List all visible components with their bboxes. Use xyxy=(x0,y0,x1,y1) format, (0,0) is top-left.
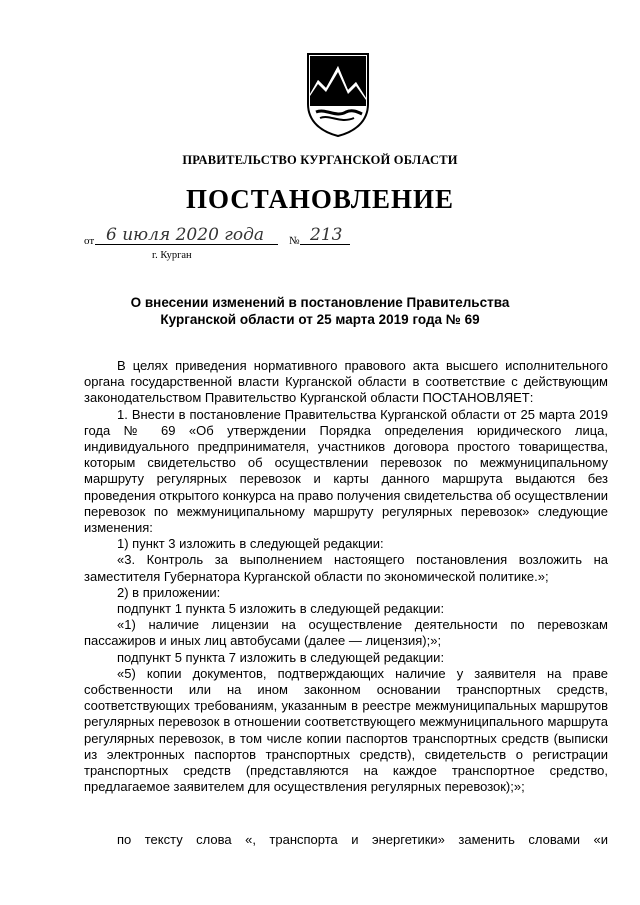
paragraph-preamble: В целях приведения нормативного правового акта высшего исполнительного органа государственной власти Курганской области в соответствие с действующим законодательством Правительство Курганской области ПОСТАНОВЛЯЕТ: xyxy=(84,358,608,406)
paragraph-item-1: 1. Внести в постановление Правительства Курганской области от 25 марта 2019 года № 69 «Об утверждении Порядка определения юридического лица, индивидуального предпринимателя, участников договора простого товарищества, которым свидетельство об осуществлении перевозок по межмуниципальному маршруту регулярных перевозок и карты данного маршрута выдаются без проведения открытого конкурса на право получения свидетельства об осуществлении перевозок по межмуниципальному маршруту регулярных перевозок» следующие изменения: xyxy=(84,406,608,536)
organization-name: ПРАВИТЕЛЬСТВО КУРГАНСКОЙ ОБЛАСТИ xyxy=(182,153,458,167)
paragraph-subpoint-1-5: подпункт 1 пункта 5 изложить в следующей редакции: xyxy=(117,601,445,617)
paragraph-quote-3: «3. Контроль за выполнением настоящего постановления возложить на заместителя Губернатора Курганской области по экономической политике.»; xyxy=(84,552,608,584)
date-underline xyxy=(95,244,278,245)
number-underline xyxy=(300,244,350,245)
document-title xyxy=(0,294,640,328)
date-number-line xyxy=(84,227,384,251)
number-prefix: № xyxy=(289,235,300,247)
document-body xyxy=(84,358,608,795)
coat-of-arms-icon xyxy=(306,52,370,138)
document-type: ПОСТАНОВЛЕНИЕ xyxy=(185,184,455,214)
paragraph-quote-1: «1) наличие лицензии на осуществление деятельности по перевозкам пассажиров и иных лиц автобусами (далее — лицензия);»; xyxy=(84,617,608,649)
paragraph-tail: по тексту слова «, транспорта и энергетики» заменить словами «и xyxy=(117,832,608,847)
handwritten-number: 213 xyxy=(310,225,343,245)
title-line: Курганской области от 25 марта 2019 года № 69 xyxy=(160,312,480,327)
paragraph-quote-5: «5) копии документов, подтверждающих наличие у заявителя на праве собственности или на ином законном основании транспортных средств, соответствующих требованиям, указанным в реестре межмуниципальных маршрутов регулярных перевозок в отношении соответствующего межмуниципального маршрута регулярных перевозок, в том числе копии паспортов транспортных средств (выписки из электронных паспортов транспортных средств), свидетельств о регистрации транспортных средств (представляются на каждое транспортное средство, предлагаемое заявителем для осуществления регулярных перевозок);»; xyxy=(84,665,608,795)
date-prefix: от xyxy=(84,235,95,247)
handwritten-date: 6 июля 2020 года xyxy=(106,225,265,245)
paragraph-subitem-1: 1) пункт 3 изложить в следующей редакции: xyxy=(117,536,384,552)
paragraph-subpoint-5-7: подпункт 5 пункта 7 изложить в следующей редакции: xyxy=(117,649,445,665)
city: г. Курган xyxy=(152,250,192,261)
paragraph-subitem-2: 2) в приложении: xyxy=(117,584,221,600)
title-line: О внесении изменений в постановление Правительства xyxy=(130,295,510,310)
